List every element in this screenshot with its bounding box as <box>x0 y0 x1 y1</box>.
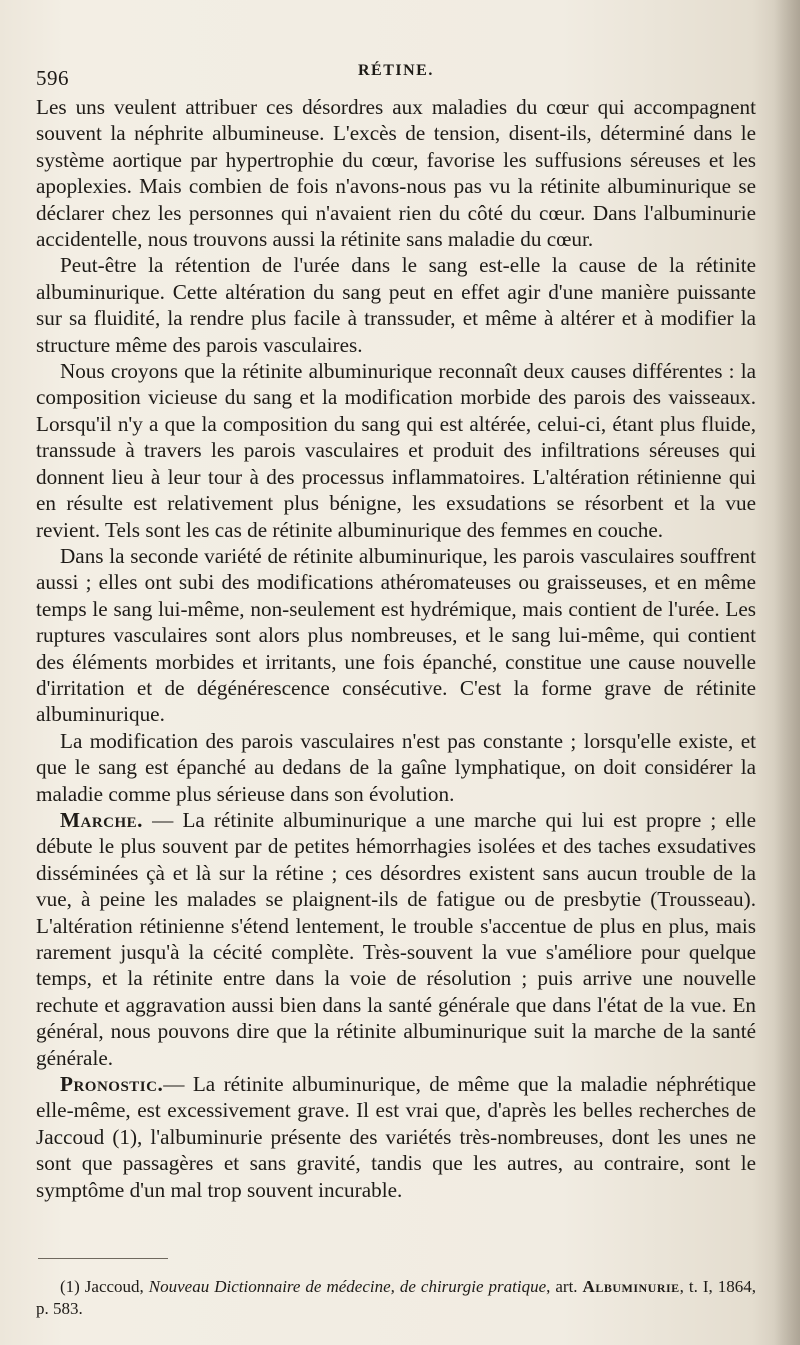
page-number: 596 <box>36 66 69 90</box>
pronostic-section <box>36 1071 756 1203</box>
footnote <box>36 1276 756 1319</box>
footnote-article: Albuminurie <box>582 1277 680 1296</box>
paragraph-1: Les uns veulent attribuer ces désordres aux maladies du cœur qui accompagnent souvent la néphrite albumineuse. L'excès de tension, disent-ils, déterminé dans le système aortique par hypertrophie du cœur, favorise les suffusions séreuses et les apoplexies. Mais combien de fois n'avons-nous pas vu la rétinite albuminurique se déclarer chez les personnes qui n'avaient rien du côté du cœur. Dans l'albuminurie accidentelle, nous trouvons aussi la rétinite sans maladie du cœur. <box>36 95 756 252</box>
marche-section <box>36 807 756 1071</box>
footnote-author: (1) Jaccoud, <box>60 1277 149 1296</box>
footnote-title: Nouveau Dictionnaire de médecine, de chirurgie pratique <box>148 1277 547 1296</box>
marche-heading: Marche. <box>60 807 143 832</box>
pronostic-text: — La rétinite albuminurique, de même que la maladie néphrétique elle-même, est excessivement grave. Il est vrai que, d'après les belles recherches de Jaccoud (1), l'albuminurie présente des variétés très-nombreuses, dont les unes ne sont que passagères et sans gravité, tandis que les autres, au contraire, sont le symptôme d'un mal trop souvent incurable. <box>36 1072 756 1202</box>
footnote-text <box>36 1276 756 1319</box>
paragraph-2: Peut-être la rétention de l'urée dans le sang est-elle la cause de la rétinite albuminurique. Cette altération du sang peut en effet agir d'une manière puissante sur sa fluidité, la rendre plus facile à transsuder, et même à altérer et à modifier la structure même des parois vasculaires. <box>36 253 756 357</box>
body-text <box>36 94 756 1203</box>
paragraph-3: Nous croyons que la rétinite albuminurique reconnaît deux causes différentes : la composition vicieuse du sang et la modification morbide des parois des vaisseaux. Lorsqu'il n'y a que la composition du sang qui est altérée, celui-ci, étant plus fluide, transsude à travers les parois vasculaires et produit des infiltrations séreuses qui donnent lieu à leur tour à des processus inflammatoires. L'altération rétinienne qui en résulte est relativement plus bénigne, les exsudations se résorbent et la vue revient. Tels sont les cas de rétinite albuminurique des femmes en couche. <box>36 359 756 542</box>
running-head: RÉTINE. <box>358 62 434 79</box>
footnote-rule <box>38 1258 168 1259</box>
page-edge-shadow <box>774 0 800 1345</box>
page-header <box>36 62 756 92</box>
paragraph-5: La modification des parois vasculaires n'est pas constante ; lorsqu'elle existe, et que le sang est épanché au dedans de la gaîne lymphatique, on doit considérer la maladie comme plus sérieuse dans son évolution. <box>36 728 756 806</box>
paragraph-4: Dans la seconde variété de rétinite albuminurique, les parois vasculaires souffrent aussi ; elles ont subi des modifications athéromateuses ou graisseuses, et en même temps le sang lui-même, non-seulement est hydrémique, mais contient de l'urée. Les ruptures vasculaires sont alors plus nombreuses, et le sang lui-même, qui contient des éléments morbides et irritants, une fois épanché, constitue une cause nouvelle d'irritation et de dégénérescence consécutive. C'est la forme grave de rétinite albuminurique. <box>36 543 756 727</box>
footnote-tail: , t. I, 1864, p. 583. <box>36 1277 757 1318</box>
pronostic-heading: Pronostic. <box>60 1072 164 1097</box>
marche-text: — La rétinite albuminurique a une marche qui lui est propre ; elle débute le plus souvent par de petites hémorrhagies isolées et des taches exsudatives disséminées çà et là sur la rétine ; ces désordres existent sans aucun trouble de la vue, à peine les malades se plaignent-ils de fatigue ou de presbytie (Trousseau). L'altération rétinienne s'étend lentement, le trouble s'accentue de plus en plus, mais rarement jusqu'à la cécité complète. Très-souvent la vue s'améliore pour quelque temps, et la rétinite entre dans la voie de résolution ; puis arrive une nouvelle rechute et aggravation aussi bien dans la santé générale que dans l'état de la vue. En général, nous pouvons dire que la rétinite albuminurique suit la marche de la santé générale. <box>36 807 756 1070</box>
footnote-middle: , art. <box>546 1277 583 1296</box>
